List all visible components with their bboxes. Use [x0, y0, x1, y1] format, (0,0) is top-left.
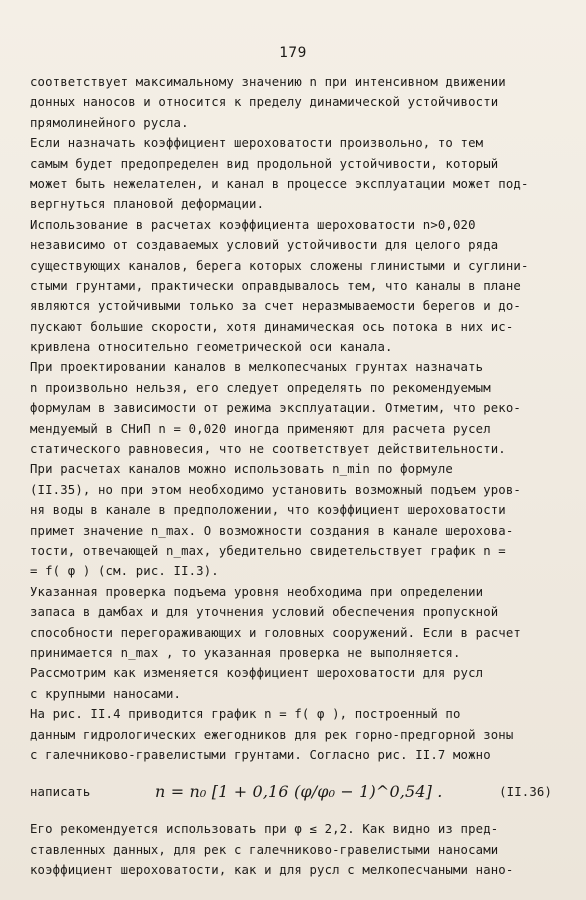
text-line: самым будет предопределен вид продольной устойчивости, который [30, 156, 499, 171]
text-line: данным гидрологических ежегодников для рек горно-предгорной зоны [30, 727, 514, 742]
text-line: принимается n_max , то указанная проверка не выполняется. [30, 645, 461, 660]
text-line: Использование в расчетах коэффициента шероховатости n>0,020 [30, 217, 476, 232]
page-number: 179 [279, 45, 307, 61]
formula-line [30, 774, 552, 810]
text-line: коэффициент шероховатости, как и для русл с мелкопесчаными нано- [30, 863, 514, 878]
text-line: (II.35), но при этом необходимо установить возможный подъем уров- [30, 482, 521, 497]
text-line: прямолинейного русла. [30, 115, 189, 130]
text-line: примет значение n_max. О возможности создания в канале шерохова- [30, 523, 514, 538]
text-line: При расчетах каналов можно использовать n_min по формуле [30, 462, 453, 477]
text-line: тости, отвечающей n_max, убедительно свидетельствует график n = [30, 543, 506, 558]
text-line: с галечниково-гравелистыми грунтами. Согласно рис. II.7 можно [30, 747, 491, 762]
text-line: вергнуться плановой деформации. [30, 197, 265, 212]
equation-number: (II.36) [499, 785, 552, 800]
text-line: ня воды в канале в предположении, что коэффициент шероховатости [30, 503, 506, 518]
text-line: существующих каналов, берега которых сложены глинистыми и суглини- [30, 258, 529, 273]
text-line: Указанная проверка подъема уровня необходима при определении [30, 584, 484, 599]
text-line: может быть нежелателен, и канал в процессе эксплуатации может под- [30, 176, 529, 191]
text-line: с крупными наносами. [30, 686, 182, 701]
text-line: мендуемый в СНиП n = 0,020 иногда применяют для расчета русел [30, 421, 491, 436]
text-line: способности перегораживающих и головных сооружений. Если в расчет [30, 625, 521, 640]
text-line: Рассмотрим как изменяется коэффициент шероховатости для русл [30, 666, 484, 681]
text-line: независимо от создаваемых условий устойчивости для целого ряда [30, 238, 499, 253]
text-line: статического равновесия, что не соответствует действительности. [30, 442, 506, 457]
text-line: донных наносов и относится к пределу динамической устойчивости [30, 95, 499, 110]
text-line: пускают большие скорости, хотя динамическая ось потока в них ис- [30, 319, 514, 334]
formula-lead: написать [30, 785, 91, 800]
text-line: Его рекомендуется использовать при φ ≤ 2,2. Как видно из пред- [30, 822, 499, 837]
text-line: кривлена относительно геометрической оси канала. [30, 340, 393, 355]
text-line: формулам в зависимости от режима эксплуатации. Отметим, что реко- [30, 401, 521, 416]
formula: n = n₀ [1 + 0,16 (φ/φ₀ − 1)^0,54] . [155, 782, 443, 802]
body-text [30, 72, 552, 880]
text-line: При проектировании каналов в мелкопесчаных грунтах назначать [30, 360, 484, 375]
text-line: соответствует максимальному значению n при интенсивном движении [30, 75, 506, 89]
text-line: Если назначать коэффициент шероховатости произвольно, то тем [30, 136, 484, 151]
text-line: стыми грунтами, практически оправдывалось тем, что каналы в плане [30, 278, 521, 293]
text-line: являются устойчивыми только за счет неразмываемости берегов и до- [30, 299, 521, 314]
text-line: запаса в дамбах и для уточнения условий обеспечения пропускной [30, 605, 499, 620]
text-line: = f( φ ) (см. рис. II.3). [30, 564, 219, 579]
text-line: На рис. II.4 приводится график n = f( φ ), построенный по [30, 707, 461, 722]
text-line: n произвольно нельзя, его следует определять по рекомендуемым [30, 380, 491, 395]
text-line: ставленных данных, для рек с галечниково-гравелистыми наносами [30, 842, 499, 857]
